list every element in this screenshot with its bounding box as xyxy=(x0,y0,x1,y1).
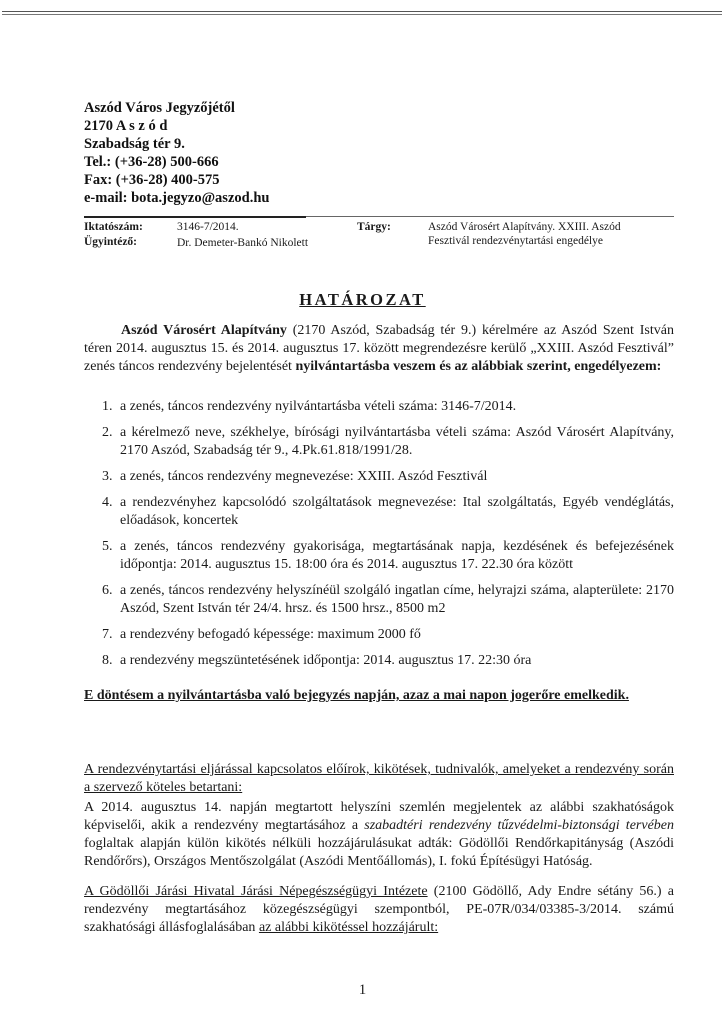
subject-line-2: Fesztivál rendezvénytartási engedélye xyxy=(428,235,603,247)
inspection-plan-reference: szabadtéri rendezvény tűzvédelmi-biztonsági tervében xyxy=(364,818,674,833)
inspection-text-1: A 2014. augusztus 14. napján megtartott helyszíni szemlén megjelentek az alábbi szakhatóságok képviselői, akik a rendezvény megtartásához a xyxy=(84,800,674,833)
decision-item xyxy=(102,398,674,416)
inspection-paragraph xyxy=(84,799,674,871)
sender-fax: Fax: (+36-28) 400-575 xyxy=(84,172,220,188)
inspection-text-2: foglaltak alapján külön kikötés nélküli hozzájárulásukat adták: Gödöllői Rendőrkapitányság (Aszódi Rendőrőrs), Országos Mentőszolgálat (Aszódi Mentőállomás), I. fokú Építésügyi Hatóság. xyxy=(84,836,674,869)
intro-applicant: Aszód Városért Alapítvány xyxy=(121,323,287,338)
subject-label: Tárgy: xyxy=(357,221,391,233)
decision-item xyxy=(102,538,674,574)
sender-city: 2170 A s z ó d xyxy=(84,118,168,134)
sender-phone: Tel.: (+36-28) 500-666 xyxy=(84,154,219,170)
sender-street: Szabadság tér 9. xyxy=(84,136,185,152)
intro-text: (2170 Aszód, Szabadság tér 9.) kérelmére az Aszód Szent István téren 2014. augusztus 15. és 2014. augusztus 17. között megrendezésre kerülő „XXIII. Aszód Fesztivál” zenés táncos rendezvény bejelentését xyxy=(84,323,674,374)
decision-item xyxy=(102,468,674,486)
decision-item-number: 5. xyxy=(102,539,113,554)
decision-item xyxy=(102,494,674,530)
decision-item-number: 1. xyxy=(102,399,113,414)
decision-item-number: 4. xyxy=(102,495,113,510)
decision-item-text: a zenés, táncos rendezvény megnevezése: XXIII. Aszód Fesztivál xyxy=(120,469,488,484)
decision-statement: E döntésem a nyilvántartásba való bejegyzés napján, azaz a mai napon jogerőre emelkedik. xyxy=(84,688,629,703)
document-title: HATÁROZAT xyxy=(299,290,426,309)
decision-item-number: 3. xyxy=(102,469,113,484)
decision-item xyxy=(102,626,674,644)
health-authority-paragraph xyxy=(84,883,674,937)
file-no-label: Iktatószám: xyxy=(84,221,143,233)
decision-item-text: a zenés, táncos rendezvény gyakorisága, megtartásának napja, kezdésének és befejezésének időpontja: 2014. augusztus 15. 18:00 óra és 2014. augusztus 17. 22.30 óra között xyxy=(120,539,674,572)
sender-block xyxy=(84,99,269,207)
sender-office: Aszód Város Jegyzőjétől xyxy=(84,100,235,116)
health-authority-condition: az alábbi kikötéssel hozzájárult: xyxy=(258,920,439,935)
decision-item-number: 2. xyxy=(102,425,113,440)
scan-top-border xyxy=(2,11,722,15)
decision-item-number: 8. xyxy=(102,653,113,668)
decision-item xyxy=(102,582,674,618)
decision-item-number: 7. xyxy=(102,627,113,642)
clerk-value: Dr. Demeter-Bankó Nikolett xyxy=(177,237,309,249)
file-no-value: 3146-7/2014. xyxy=(177,221,239,233)
decision-item xyxy=(102,424,674,460)
sender-email: e-mail: bota.jegyzo@aszod.hu xyxy=(84,190,270,206)
rules-heading: A rendezvénytartási eljárással kapcsolatos előírok, kikötések, tudnivalók, amelyeket a rendezvény során a szervező köteles betartani: xyxy=(84,762,674,795)
intro-decision: nyilvántartásba veszem és az alábbiak szerint, engedélyezem: xyxy=(295,359,662,374)
decision-item-text: a kérelmező neve, székhelye, bírósági nyilvántartásba vételi száma: Aszód Városért Alapítvány, 2170 Aszód, Szabadság tér 9., 4.Pk.61.818/1991/28. xyxy=(120,425,674,458)
decision-item-number: 6. xyxy=(102,583,113,598)
decision-items-list xyxy=(102,398,674,678)
page-number: 1 xyxy=(358,982,367,998)
meta-divider xyxy=(84,216,674,217)
intro-paragraph xyxy=(84,322,674,376)
decision-item-text: a zenés, táncos rendezvény helyszínéül szolgáló ingatlan címe, helyrajzi száma, alapterülete: 2170 Aszód, Szent István tér 24/4. hrsz. és 1500 hrsz., 8500 m2 xyxy=(120,583,674,616)
decision-item-text: a rendezvényhez kapcsolódó szolgáltatások megnevezése: Ital szolgáltatás, Egyéb vendéglátás, előadások, koncertek xyxy=(120,495,674,528)
clerk-label: Ügyintéző: xyxy=(84,236,138,248)
decision-item-text: a rendezvény megszüntetésének időpontja: 2014. augusztus 17. 22:30 óra xyxy=(120,653,532,668)
decision-item-text: a zenés, táncos rendezvény nyilvántartásba vételi száma: 3146-7/2014. xyxy=(120,399,517,414)
health-authority-text: (2100 Gödöllő, Ady Endre sétány 56.) a rendezvény megtartásához közegészségügyi szempontból, PE-07R/034/03385-3/2014. számú szakhatósági állásfoglalásában xyxy=(84,884,674,935)
health-authority-name: A Gödöllői Járási Hivatal Járási Népegészségügyi Intézete xyxy=(84,884,428,899)
subject-line-1: Aszód Városért Alapítvány. XXIII. Aszód xyxy=(428,221,621,233)
decision-item-text: a rendezvény befogadó képessége: maximum 2000 fő xyxy=(120,627,421,642)
decision-item xyxy=(102,652,674,670)
